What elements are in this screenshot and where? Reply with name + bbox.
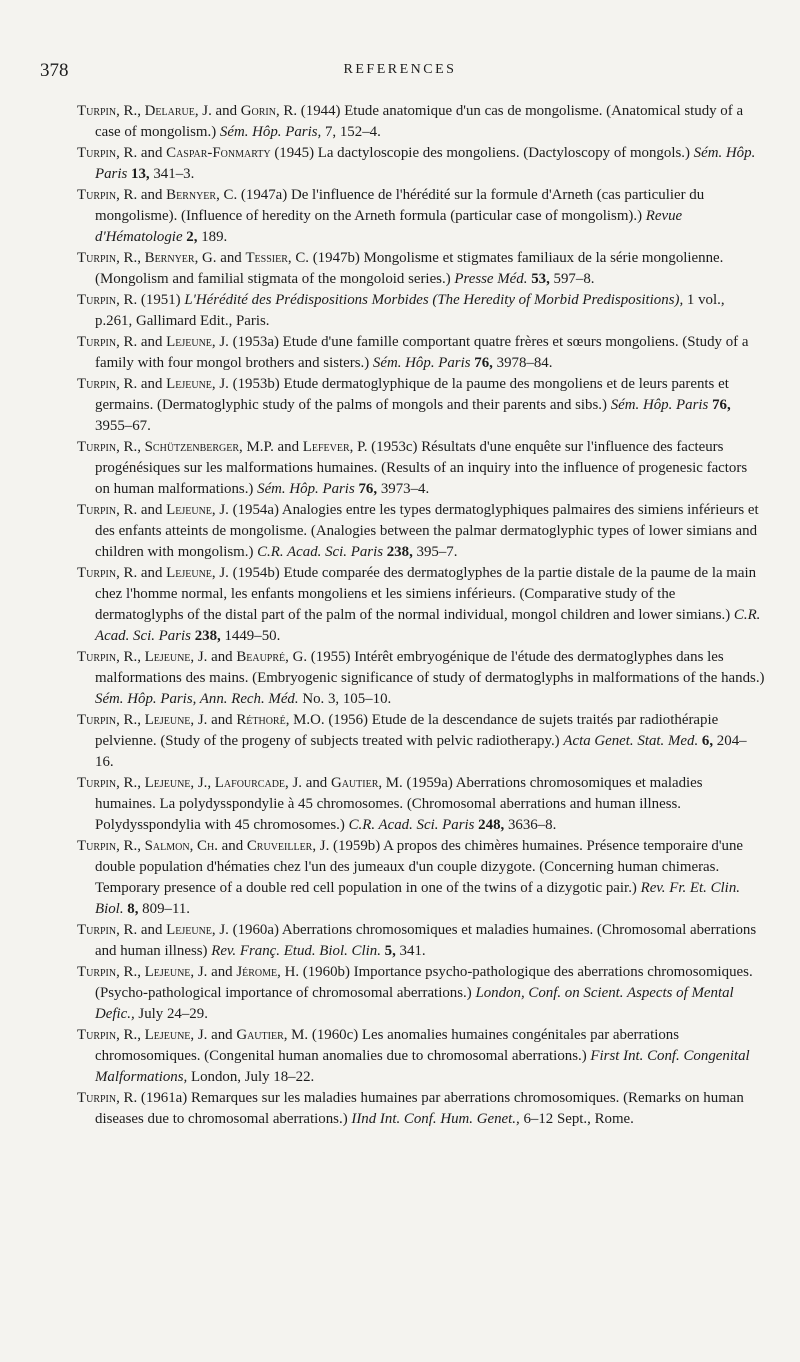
reference-authors: Turpin, R., Lejeune, J. (77, 712, 208, 728)
reference-text: (1961a) Remarques sur les maladies humaines par aberrations chromosomiques. (Remarks on human diseases due to chromosomal aberrations.) (95, 1090, 744, 1127)
reference-entry (77, 836, 765, 920)
reference-source: L'Hérédité des Prédispositions Morbides (The Heredity of Morbid Predispositions), (184, 292, 684, 308)
reference-authors: Gorin, R. (240, 103, 298, 119)
reference-authors: Turpin, R. (77, 187, 138, 203)
reference-authors: Jérome, H. (236, 964, 300, 980)
reference-text: 3636–8. (504, 817, 557, 833)
reference-text: 6–12 Sept., Rome. (519, 1111, 634, 1127)
reference-source: Acta Genet. Stat. Med. (563, 733, 699, 749)
reference-authors: Gautier, M. (330, 775, 403, 791)
reference-text: and (137, 502, 167, 518)
reference-entry (77, 962, 765, 1025)
reference-volume: 5, (384, 943, 396, 959)
reference-text: (1947a) De l'influence de l'hérédité sur la formule d'Arneth (cas particulier du mongolisme). (Influence of heredity on the Arneth formula (particular case of mongolism).) (95, 187, 705, 224)
reference-text: No. 3, 105–10. (298, 691, 392, 707)
reference-text: 597–8. (549, 271, 595, 287)
page-header (40, 60, 760, 84)
reference-text: 3978–84. (492, 355, 553, 371)
reference-volume: 6, (701, 733, 714, 749)
reference-authors: Turpin, R., Bernyer, G. (77, 250, 217, 266)
reference-text: (1960a) Aberrations chromosomiques et maladies humaines. (Chromosomal aberrations and human illness) (95, 922, 757, 959)
reference-text: 7, 152–4. (321, 124, 381, 140)
reference-text: and (217, 838, 247, 854)
reference-authors: Beaupré, G. (236, 649, 308, 665)
reference-list (77, 101, 765, 1130)
reference-source: Revue d'Hématologie (95, 208, 683, 245)
reference-text: and (137, 145, 167, 161)
reference-source: Rev. Franç. Etud. Biol. Clin. (211, 943, 381, 959)
reference-text: 1449–50. (220, 628, 281, 644)
reference-text: (1945) La dactyloscopie des mongoliens. (Dactyloscopy of mongols.) (270, 145, 694, 161)
reference-volume: 238, (386, 544, 413, 560)
reference-entry (77, 248, 765, 290)
reference-source: Sém. Hôp. Paris (257, 481, 355, 497)
reference-authors: Turpin, R. (77, 565, 138, 581)
reference-text: (1960c) Les anomalies humaines congénitales par aberrations chromosomiques. (Congenital human anomalies due to chromosomal aberrations.) (95, 1027, 680, 1064)
reference-authors: Caspar-Fonmarty (166, 145, 271, 161)
reference-text: 1 vol., p.261, Gallimard Edit., Paris. (95, 292, 725, 329)
reference-text: 189. (197, 229, 228, 245)
reference-authors: Lefever, P. (302, 439, 368, 455)
reference-authors: Turpin, R., Salmon, Ch. (77, 838, 218, 854)
reference-entry (77, 1025, 765, 1088)
reference-authors: Tessier, C. (245, 250, 309, 266)
reference-text: and (137, 565, 167, 581)
reference-volume: 2, (186, 229, 198, 245)
reference-source: C.R. Acad. Sci. Paris (257, 544, 383, 560)
reference-authors: Lejeune, J. (166, 922, 229, 938)
reference-entry (77, 101, 765, 143)
reference-text: and (273, 439, 303, 455)
reference-text: and (137, 376, 167, 392)
reference-authors: Turpin, R., Lejeune, J., Lafourcade, J. (77, 775, 302, 791)
reference-authors: Turpin, R. (77, 292, 138, 308)
reference-authors: Turpin, R. (77, 922, 138, 938)
reference-volume: 13, (131, 166, 150, 182)
reference-authors: Turpin, R. (77, 145, 138, 161)
reference-source: Sém. Hôp. Paris (95, 145, 756, 182)
reference-text: (1954a) Analogies entre les types dermatoglyphiques palmaires des simiens inférieurs et des enfants atteints de mongolisme. (Analogies between the palmar dermatoglyphic types of lower simians and children with mongolism.) (95, 502, 759, 560)
reference-text: (1953c) Résultats d'une enquête sur l'influence des facteurs progénésiques sur les malformations humaines. (Results of an inquiry into the influence of progenesic factors on human malformations.) (95, 439, 748, 497)
reference-text: 809–11. (138, 901, 191, 917)
reference-authors: Turpin, R., Lejeune, J. (77, 1027, 208, 1043)
reference-text: July 24–29. (134, 1006, 208, 1022)
reference-text: 3973–4. (377, 481, 430, 497)
reference-authors: Turpin, R. (77, 502, 138, 518)
reference-authors: Gautier, M. (236, 1027, 309, 1043)
page-number: 378 (40, 60, 69, 81)
reference-entry (77, 332, 765, 374)
reference-text: 341. (395, 943, 426, 959)
reference-source: IInd Int. Conf. Hum. Genet., (351, 1111, 520, 1127)
reference-text: 204–16. (95, 733, 747, 770)
reference-authors: Lejeune, J. (166, 334, 229, 350)
reference-entry (77, 773, 765, 836)
reference-entry (77, 290, 765, 332)
reference-text: (1947b) Mongolisme et stigmates familiaux de la série mongolienne. (Mongolism and familial stigmata of the mongoloid series.) (95, 250, 724, 287)
running-title: REFERENCES (343, 62, 457, 77)
reference-text: and (207, 964, 237, 980)
reference-entry (77, 374, 765, 437)
reference-text: (1955) Intérêt embryogénique de l'étude des dermatoglyphes dans les malformations des mains. (Embryogenic significance of study of dermatoglyphs in malformations of the hands.) (95, 649, 765, 686)
reference-text: (1954b) Etude comparée des dermatoglyphes de la partie distale de la paume de la main chez l'homme normal, les enfants mongoliens et les simiens inférieurs. (Comparative study of the dermatoglyphs of the distal part of the palm of the normal individual, mongol children and lower simians.) (95, 565, 757, 623)
reference-entry (77, 143, 765, 185)
reference-entry (77, 647, 765, 710)
reference-text: 341–3. (149, 166, 195, 182)
reference-text: and (302, 775, 331, 791)
reference-volume: 76, (712, 397, 731, 413)
reference-text: (1953b) Etude dermatoglyphique de la paume des mongoliens et de leurs parents et germains. (Dermatoglyphic study of the palms of mongols and their parents and sibs.) (95, 376, 729, 413)
reference-authors: Turpin, R., Lejeune, J. (77, 649, 208, 665)
reference-text: (1959b) A propos des chimères humaines. Présence temporaire d'une double population d'hématies chez l'un des jumeaux d'un couple dizygote. (Concerning human chimeras. Temporary presence of a double red cell population in one of the twins of a dizygotic pair.) (95, 838, 744, 896)
reference-authors: Turpin, R., Delarue, J. (77, 103, 212, 119)
reference-source: London, Conf. on Scient. Aspects of Mental Defic., (95, 985, 734, 1022)
reference-authors: Cruveiller, J. (246, 838, 330, 854)
reference-text: (1956) Etude de la descendance de sujets traités par radiothérapie pelvienne. (Study of the progeny of subjects treated with pelvic radiotherapy.) (95, 712, 719, 749)
reference-volume: 76, (358, 481, 378, 497)
reference-authors: Turpin, R. (77, 334, 138, 350)
reference-text: and (137, 334, 167, 350)
reference-entry (77, 563, 765, 647)
reference-source: C.R. Acad. Sci. Paris (348, 817, 475, 833)
reference-source: Presse Méd. (454, 271, 528, 287)
reference-text: and (137, 922, 167, 938)
reference-text: and (207, 649, 237, 665)
reference-text: (1959a) Aberrations chromosomiques et maladies humaines. La polydysspondylie à 45 chromosomes. (Chromosomal aberrations and human illness. Polydysspondylia with 45 chromosomes.) (95, 775, 703, 833)
reference-authors: Lejeune, J. (166, 376, 229, 392)
reference-entry (77, 710, 765, 773)
reference-volume: 248, (478, 817, 505, 833)
reference-source: First Int. Conf. Congenital Malformations, (95, 1048, 750, 1085)
reference-volume: 8, (127, 901, 139, 917)
reference-entry (77, 1088, 765, 1130)
reference-entry (77, 920, 765, 962)
reference-volume: 76, (474, 355, 493, 371)
reference-authors: Turpin, R., Schützenberger, M.P. (77, 439, 274, 455)
reference-entry (77, 500, 765, 563)
reference-source: Sém. Hôp. Paris, (219, 124, 322, 140)
reference-text: (1944) Etude anatomique d'un cas de mongolisme. (Anatomical study of a case of mongolism.) (95, 103, 744, 140)
reference-text: 3955–67. (95, 418, 151, 434)
reference-entry (77, 185, 765, 248)
reference-authors: Lejeune, J. (166, 565, 229, 581)
reference-text: (1960b) Importance psycho-pathologique des aberrations chromosomiques. (Psycho-pathological importance of chromosomal aberrations.) (95, 964, 753, 1001)
reference-source: Sém. Hôp. Paris, Ann. Rech. Méd. (95, 691, 299, 707)
reference-text: 395–7. (412, 544, 458, 560)
reference-text: and (216, 250, 246, 266)
reference-authors: Réthoré, M.O. (236, 712, 325, 728)
reference-authors: Lejeune, J. (166, 502, 229, 518)
reference-text: and (207, 1027, 237, 1043)
reference-text: and (207, 712, 237, 728)
reference-volume: 238, (194, 628, 221, 644)
reference-text: and (137, 187, 167, 203)
reference-authors: Turpin, R., Lejeune, J. (77, 964, 208, 980)
reference-text: (1953a) Etude d'une famille comportant quatre frères et sœurs mongoliens. (Study of a family with four mongol brothers and sisters.) (95, 334, 749, 371)
reference-text: (1951) (137, 292, 185, 308)
reference-volume: 53, (531, 271, 550, 287)
reference-text: and (211, 103, 241, 119)
reference-source: Rev. Fr. Et. Clin. Biol. (95, 880, 740, 917)
reference-source: C.R. Acad. Sci. Paris (95, 607, 761, 644)
reference-authors: Bernyer, C. (166, 187, 238, 203)
reference-text: London, July 18–22. (187, 1069, 315, 1085)
reference-source: Sém. Hôp. Paris (372, 355, 471, 371)
reference-source: Sém. Hôp. Paris (610, 397, 709, 413)
reference-authors: Turpin, R. (77, 1090, 138, 1106)
reference-authors: Turpin, R. (77, 376, 138, 392)
reference-entry (77, 437, 765, 500)
